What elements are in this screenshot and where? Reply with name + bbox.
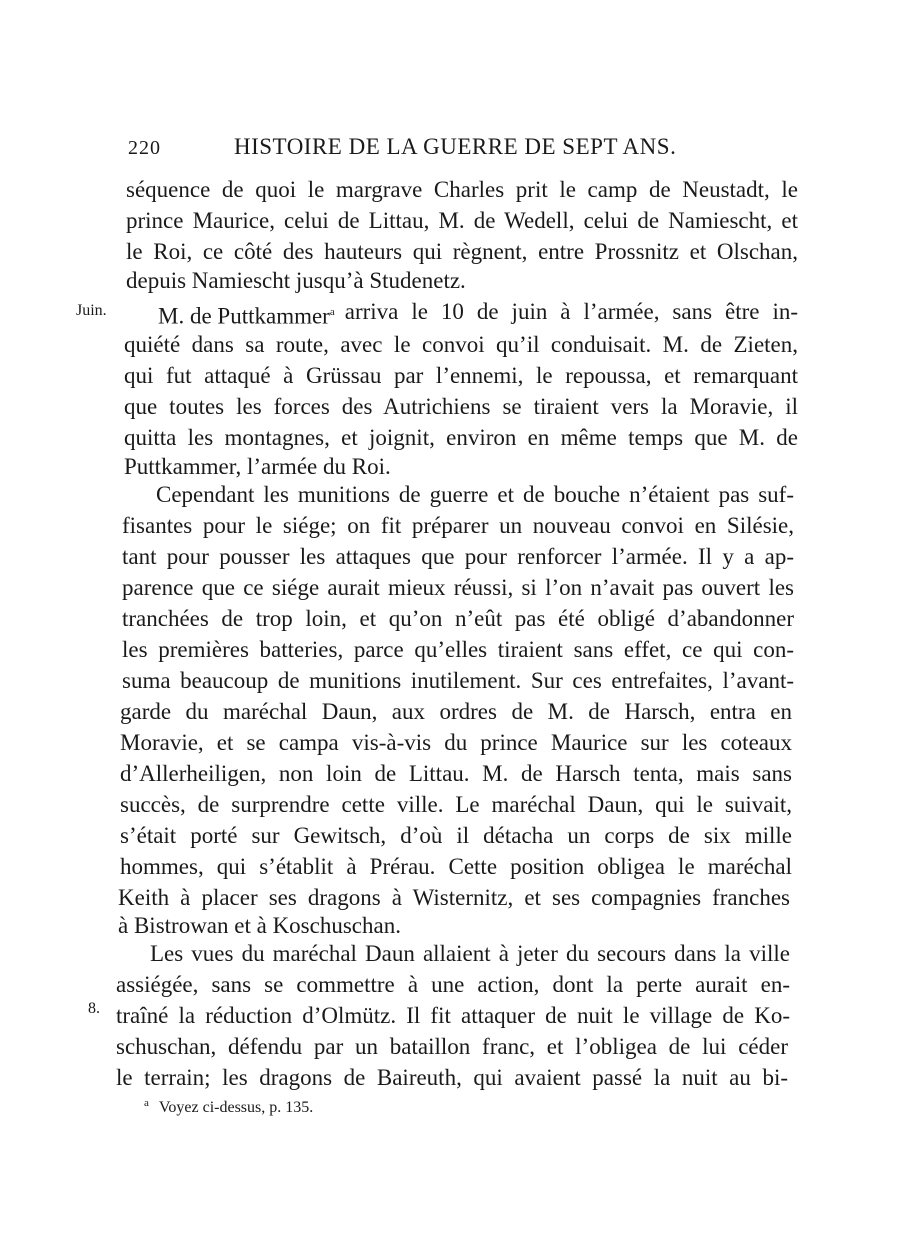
text-line: assiégée, sans se commettre à une action, dont la perte aurait en- <box>116 972 790 997</box>
page-number: 220 <box>128 137 161 159</box>
text-line: tranchées de trop loin, et qu’on n’eût pas été obligé d’abandonner <box>122 606 794 631</box>
text-line: le Roi, ce côté des hauteurs qui règnent, entre Prossnitz et Olschan, <box>126 239 798 264</box>
text-line: parence que ce siége aurait mieux réussi, si l’on n’avait pas ouvert les <box>122 575 794 600</box>
footnote-text: Voyez ci-dessus, p. 135. <box>158 1099 314 1117</box>
text-line-end: arriva le 10 de juin à l’armée, sans être in- <box>344 299 798 324</box>
running-head: HISTOIRE DE LA GUERRE DE SEPT ANS. <box>234 134 677 159</box>
text-line: Keith à placer ses dragons à Wisternitz, et ses compagnies franches <box>118 885 790 910</box>
text-line: séquence de quoi le margrave Charles prit le camp de Neustadt, le <box>126 177 798 202</box>
text-line: les premières batteries, parce qu’elles tiraient sans effet, ce qui con- <box>122 637 794 662</box>
margin-note-juin: Juin. <box>76 302 107 319</box>
text-line: à Bistrowan et à Koschuschan. <box>118 913 401 938</box>
text-line: s’était porté sur Gewitsch, d’où il détacha un corps de six mille <box>120 823 792 848</box>
text-line: le terrain; les dragons de Baireuth, qui avaient passé la nuit au bi- <box>116 1065 788 1090</box>
text-line-start: M. de Puttkammer$^a$ <box>158 303 335 329</box>
text-line: fisantes pour le siége; on fit préparer un nouveau convoi en Silésie, <box>122 513 794 538</box>
text-line: Cependant les munitions de guerre et de bouche n’étaient pas suf- <box>156 482 794 507</box>
text-line: qui fut attaqué à Grüssau par l’ennemi, le repoussa, et remarquant <box>124 363 798 388</box>
text-line: schuschan, défendu par un bataillon franc, et l’obligea de lui céder <box>116 1034 788 1059</box>
footnote-marker: a <box>329 306 335 318</box>
text-line: Moravie, et se campa vis-à-vis du prince Maurice sur les coteaux <box>120 730 792 755</box>
text-line: Les vues du maréchal Daun allaient à jeter du secours dans la ville <box>150 941 790 966</box>
text-line: quiété dans sa route, avec le convoi qu’il conduisait. M. de Zieten, <box>124 332 798 357</box>
text-line: depuis Namiescht jusqu’à Studenetz. <box>126 268 466 293</box>
text-line: tant pour pousser les attaques que pour renforcer l’armée. Il y a ap- <box>122 544 794 569</box>
text-line: que toutes les forces des Autrichiens se tiraient vers la Moravie, il <box>124 394 798 419</box>
text-line: d’Allerheiligen, non loin de Littau. M. de Harsch tenta, mais sans <box>120 761 792 786</box>
margin-note-8: 8. <box>88 1000 100 1017</box>
footnote-marker: a <box>144 1097 149 1109</box>
text-line: garde du maréchal Daun, aux ordres de M. de Harsch, entra en <box>120 699 792 724</box>
text-line: traîné la réduction d’Olmütz. Il fit attaquer de nuit le village de Ko- <box>116 1003 790 1028</box>
footnote <box>144 1097 313 1117</box>
text-line: suma beaucoup de munitions inutilement. Sur ces entrefaites, l’avant- <box>122 668 794 693</box>
text-line: succès, de surprendre cette ville. Le maréchal Daun, qui le suivait, <box>120 792 792 817</box>
text-line: Puttkammer, l’armée du Roi. <box>124 454 391 479</box>
text-line <box>158 298 798 331</box>
text-line: quitta les montagnes, et joignit, environ en même temps que M. de <box>124 425 798 450</box>
text-line: hommes, qui s’établit à Prérau. Cette position obligea le maréchal <box>120 854 792 879</box>
text-line: prince Maurice, celui de Littau, M. de Wedell, celui de Namiescht, et <box>126 208 798 233</box>
